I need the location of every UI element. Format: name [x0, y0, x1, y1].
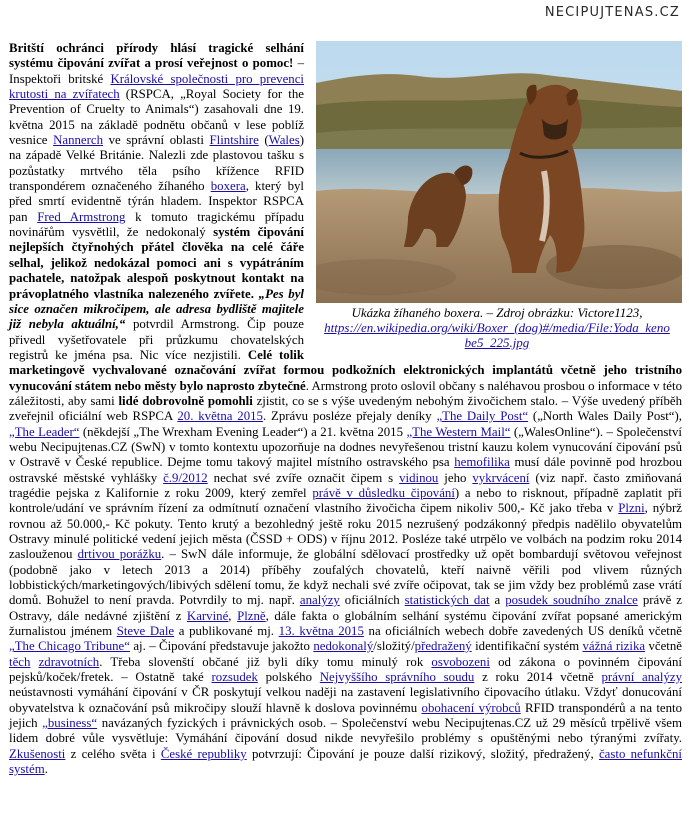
link-rspca-date[interactable]: 20. května 2015 [177, 409, 263, 424]
link-plzne[interactable]: Plzně [237, 608, 266, 623]
text: . Třeba slovenští občané již byli díky tomu minulý rok [99, 654, 432, 669]
link-nedokonaly[interactable]: nedokonalý [313, 639, 374, 654]
link-flintshire[interactable]: Flintshire [209, 133, 259, 148]
text: ve správní oblasti [103, 133, 210, 148]
text: („WalesOnline“). – Společenství webu Necipujtenas.CZ (SwN) v tomto kontextu upozorňuje na dodnes nevyřešenou tristní kauzu kolem vynucování čipování psů v Ostravě v České republice. Dejme tomu takový majitel místního ostravského psa [9, 424, 682, 470]
text: ) a nebo to risknout, případně zaplatit při kontrole/udání ve správním řízení za odmítnutí označení vlastního živočicha čipem nikoliv 500,- Kč jako třeba v [9, 485, 682, 516]
text: ( [258, 133, 269, 148]
link-osvobozeni[interactable]: osvobozeni [431, 654, 490, 669]
article [9, 41, 682, 778]
link-analyzy[interactable]: analýzy [299, 593, 340, 608]
text: jeho [438, 470, 473, 485]
bold-text: systém čipování nejlepších čtyřnohých přátel člověka na celé čáře selhal, jelikož nedokázal pomoci ani s vypátráním pachatele, natožpak alespoň poskytnout kontakt na právoplatného vlastníka nalezeného zvířete. [9, 225, 304, 301]
link-fred-armstrong[interactable]: Fred Armstrong [37, 209, 126, 224]
link-rspca[interactable]: Královské společnosti pro prevenci krutosti na zvířatech [9, 71, 304, 102]
link-nefunkcni-system[interactable]: často nefunkční systém [9, 746, 682, 777]
text: ) na západě Velké Británie. Nalezli zde plastovou tašku s pozůstatky mrtvého těla psího křížence RFID transpondérem označeného žíhaného [9, 133, 304, 194]
text: neústavnosti vymáhání čipování v ČR poskytují velkou naději na zastavení legislativního čipovacího útlaku. Vždyť donucování obyvatelstva k označování psů mikročipy slouží hlavně k doslova povinnému [9, 685, 682, 715]
text: /složitý/ [373, 639, 415, 654]
link-hemofilika[interactable]: hemofilika [454, 455, 510, 470]
text: . Zprávu posléze přejaly deníky [262, 409, 437, 424]
link-obohaceni-vyrobcu[interactable]: obohacení výrobců [421, 700, 521, 715]
text: , [228, 608, 238, 623]
text: nechat své zvíře označit čipem s [207, 470, 400, 485]
link-tech[interactable]: těch [9, 654, 31, 669]
article-lead: Britští ochránci přírody hlásí tragické selhání systému čipování zvířat a prosí veřejnost o pomoc! [9, 41, 304, 71]
text: z roku 2014 včetně [474, 670, 602, 685]
text: . – SwN dále informuje, že globální sdělovací prostředky už opět bombardují světovou veřejnost (podobně jako v letech 2013 a 2014) příběhy zoufalých chovatelů, kteří naivně věřili pod vlivem různých lobbistických/marketingových/libivých sdělení tomu, že když nechali své zvíře očipovat, tak se jim vždy bez problémů zase vrátí domů. Bohužel to není pravda. Potvrdily to mj. např. [9, 547, 682, 608]
link-boxera[interactable]: boxera [210, 179, 246, 194]
link-13-kvetna[interactable]: 13. května 2015 [278, 624, 364, 639]
link-vyhlaska[interactable]: č.9/2012 [163, 470, 208, 485]
quote-text: „Pes byl sice označen mikročipem, ale adresa bydliště majitele již nebyla aktuální,“ [9, 286, 304, 332]
text: – Inspektoři britské [9, 56, 304, 86]
link-plzni[interactable]: Plzni [618, 501, 645, 516]
text: („North Wales Daily Post“), [528, 409, 682, 424]
link-daily-post[interactable]: „The Daily Post“ [436, 409, 529, 424]
bold-text: lidé dobrovolně pomohli [118, 393, 253, 408]
text: (RSPCA, „Royal Society for the Prevention of Cruelty to Animals“) zasahovali dne 19. května 2015 na základě podnětu občanů v lese poblíž vesnice [9, 87, 305, 148]
text: a [489, 593, 506, 608]
link-vykrvaceni[interactable]: vykrvácení [472, 470, 530, 485]
text: potvrzují: Čipování je pouze další rizikový, složitý, předražený, [246, 746, 599, 761]
site-name: NECIPUJTENAS.CZ [544, 5, 680, 20]
caption-source-link[interactable]: https://en.wikipedia.org/wiki/Boxer_(dog)#/media/File:Yoda_keno be5_225.jpg [324, 320, 670, 350]
text: . Armstrong proto oslovil občany s naléhavou prosbou o informace v této záležitosti, aby sami [9, 378, 683, 408]
text: RFID transpondérů a na tento jejich [9, 700, 682, 731]
text: z celého světa i [65, 746, 161, 761]
figure [312, 41, 682, 350]
boxer-dog-photo [316, 41, 682, 303]
text: aj. – Čipování představuje jakožto [129, 639, 314, 654]
caption-text: Ukázka žíhaného boxera. – Zdroj obrázku: Victore1123, [351, 305, 643, 320]
link-statistickych-dat[interactable]: statistických dat [404, 593, 490, 608]
text: navázaných fyzických i právnických osob. – Společenství webu Necipujtenas.CZ už 29 měsíců trpělivě všem lidem dobré vůle vysvětluje: Vymáhání čipování dosud nikde nevyřešilo problémy s opuštěnými nebo týranými zvířaty. [9, 716, 682, 746]
text: od zákona o povinném čipování pejsků/koček/fretek. – Ostatně také [9, 654, 682, 685]
photo-caption [312, 305, 682, 350]
link-pravni-analyzy[interactable]: právní analýzy [601, 670, 682, 685]
text: oficiálních [339, 593, 405, 608]
link-drtivou-porazku[interactable]: drtivou porážku [77, 547, 162, 562]
link-business[interactable]: „business“ [42, 716, 98, 731]
link-wales[interactable]: Wales [268, 133, 300, 148]
link-western-mail[interactable]: „The Western Mail“ [406, 424, 511, 439]
link-rozsudek[interactable]: rozsudek [211, 670, 258, 685]
link-zkusenosti[interactable]: Zkušenosti [9, 746, 66, 761]
link-vidinou[interactable]: vidinou [399, 470, 439, 485]
text: právě z Ostravy, dále nedávné zjištění z [9, 593, 683, 623]
link-the-leader[interactable]: „The Leader“ [9, 424, 80, 439]
link-ceske-republiky[interactable]: České republiky [160, 746, 247, 761]
link-karvine[interactable]: Karviné [186, 608, 229, 623]
link-chicago-tribune[interactable]: „The Chicago Tribune“ [9, 639, 130, 654]
text: a publikované mj. [174, 624, 279, 639]
text: (někdejší „The Wrexham Evening Leader“) a 21. května 2015 [79, 424, 407, 439]
link-nannerch[interactable]: Nannerch [53, 133, 104, 148]
link-prave-v-dusledku[interactable]: právě v důsledku čipování [312, 485, 455, 500]
link-steve-dale[interactable]: Steve Dale [116, 624, 175, 639]
link-vazna-rizika[interactable]: vážná rizika [582, 639, 646, 654]
text: polského [257, 670, 320, 685]
text: , který byl před smrtí evidentně týrán hladem. Inspektor RSPCA pan [9, 179, 304, 224]
text: na oficiálních webech dobře zavedených US deníků včetně [363, 624, 682, 639]
text: včetně [645, 639, 682, 654]
text [30, 655, 38, 669]
link-posudek[interactable]: posudek soudního znalce [505, 593, 638, 608]
text: . [44, 762, 48, 777]
link-predrazeny[interactable]: předražený [414, 639, 472, 654]
link-zdravotnich[interactable]: zdravotních [38, 654, 100, 669]
link-nejvyssi-spravni-soud[interactable]: Nejvyššího správního soudu [319, 670, 475, 685]
text: , nýbrž rovnou až 50.000,- Kč pokuty. Tento krutý a bezohledný ještě roku 2015 nezrušený podzákonný předpis nadělilo obyvatelům Ostravy minulé politické vedení jejich města (ČSSD + ODS) v říjnu 2012. Posléze také utrpělo ve volbách na podzim roku 2014 zaslouženou [9, 501, 682, 562]
text: , dále fakta o globálním selhání systému čipování zvířat popsané americkým žurnalistou jménem [9, 608, 683, 639]
text: musí dále povinně pod hrozbou ostravské městské vyhlášky [9, 455, 682, 485]
text: potvrdil Armstrong. Čip pouze přivedl vyšetřovatele při průzkumu chovatelských registrů ke jména psa. Nic více nezjistili. [9, 317, 304, 362]
text: (viz např. často zmiňovaná tragédie pejska z Kalifornie z roku 2009, který zemřel [9, 470, 682, 500]
text: k tomuto tragickému případu novinářům vysvětlil, že nedokonalý [9, 209, 304, 240]
text: zjistit, co se s výše uvedeným nebohým živočichem stalo. – Výše uvedený příběh zveřejnil oficiální web RSPCA [9, 393, 682, 424]
text: identifikační systém [471, 639, 583, 654]
bold-text: Celé tolik marketingově vychvalované označování zvířat formou podkožních elektronických implantátů včetně jeho tristního vynucování státem nebo městy bylo naprosto zbytečné [9, 347, 682, 393]
